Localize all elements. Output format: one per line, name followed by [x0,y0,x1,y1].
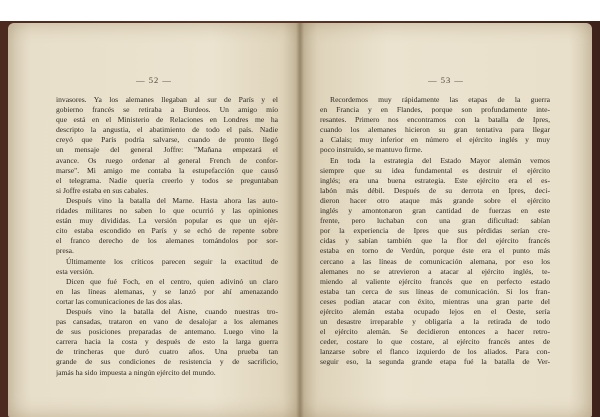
text-line: Después vino la batalla del Marne. Hasta ahora las auto- [66,195,278,205]
text-line: un desastre irreparable y obligaría a la retirada de todo [320,317,550,327]
text-line: creyó que París podría salvarse, cuando de pronto llegó [56,135,278,145]
text-line: en las líneas alemanas, y se lanzó por ahí amenazando [56,286,278,296]
text-line: Después vino la batalla del Aisne, cuando nuestras tro- [66,306,278,316]
text-line: en Francia y en Flandes, porque son profundamente inte- [320,105,550,115]
text-line: ceder, costare lo que costare, al ejército francés antes de [320,337,550,347]
text-line: ejército alemán estaba ocupado lejos en el Oeste, sería [320,306,550,316]
text-line: Recordemos muy rápidamente las etapas de la guerra [330,95,550,104]
text-line: que está en el Ministerio de Relaciones en Londres me ha [56,115,278,125]
page-number-left: — 52 — [136,75,172,85]
text-line: alemanes no se atrevieron a atacar al ejército inglés, te- [320,266,550,276]
text-line: estaba tan cerca de sus líneas de comunicación. Si los fran- [320,286,550,296]
text-line: de sus posiciones preparadas de antemano. Luego vino la [56,327,278,337]
text-line: cito estaba escondido en París y se echó de repente sobre [56,226,278,236]
text-line: En toda la estrategia del Estado Mayor alemán vemos [330,155,550,165]
text-line: lanzarse sobre el flanco izquierdo de los aliados. Para con- [320,347,550,357]
text-line: pas cansadas, trataron en vano de desalojar a los alemanes [56,317,278,327]
text-line: cercano a las líneas de comunicación alemana, por eso los [320,256,550,266]
text-line: grande de sus condiciones de resistencia y de sacrificio, [56,357,278,367]
text-line: estaba en torno de Verdún, porque éste era el punto más [320,246,550,256]
text-line: Últimamente los críticos parecen seguir la exactitud de [66,256,278,266]
text-line: siempre que su idea fundamental es destruir el ejército [320,165,550,175]
text-line: cidas y sabían también que la flor del ejército francés [320,236,550,246]
left-page-text [56,95,278,378]
text-line: el ejército alemán. Se decidieron entonces a hacer retro- [320,327,550,337]
text-line: avance. Os ruego ordenar al general French de confor- [56,155,278,165]
text-line: están muy divididas. La versión popular es que un ejér- [56,216,278,226]
text-line: ceses podían atacar con éxito, mientras una gran parte del [320,296,550,306]
text-line: ridades militares no saben lo que ocurrió y las opiniones [56,206,278,216]
text-line: marse". Mi amigo me contaba la estupefacción que causó [56,165,278,175]
text-line: un mensaje del general Joffre: "Mañana empezará el [56,145,278,155]
text-line: invasores. Ya los alemanes llegaban al sur de París y el [56,95,278,104]
text-line: cuando los alemanes hicieron su gran tentativa para llegar [320,125,550,135]
text-line: descripto la angustia, el abatimiento de todo el país. Nadie [56,125,278,135]
right-page [300,23,592,417]
right-page-text [320,95,550,368]
text-line: gobierno francés se retiraba a Burdeos. Un amigo mío [56,105,278,115]
text-line: esta versión. [56,266,94,276]
text-line: presa. [56,246,74,256]
text-line: resantes. Primero nos encontramos con la batalla de Ipres, [320,115,550,125]
page-number-right: — 53 — [428,75,464,85]
text-line: por la experiencia de Ipres que sus pérdidas serían cre- [320,226,550,236]
text-line: poco instruído, se mantuvo firme. [320,145,423,155]
text-line: cortar las comunicaciones de las dos alas. [56,296,183,306]
text-line: inglés; era una buena estrategia. Este ejército era el es- [320,175,550,185]
text-line: Dicen que fué Foch, en el centro, quien adivinó un claro [66,276,278,286]
text-line: miendo al valiente ejército francés que en perfecto estado [320,276,550,286]
text-line: el telegrama. Nadie quería creerlo y todos se preguntaban [56,175,278,185]
text-line: dieron hacer otro ataque más grande sobre el ejército [320,195,550,205]
text-line: labón más débil. Después de su derrota en Ipres, deci- [320,185,550,195]
text-line: jamás ha sido impuesta a ningún ejército del mundo. [56,367,216,377]
text-line: si Joffre estaba en sus cabales. [56,185,149,195]
text-line: frente, pero luchaban con una gran dificultad: sabían [320,216,550,226]
text-line: seguir eso, la segunda grande etapa fué la batalla de Ver- [320,357,550,367]
text-line: el franco derecho de los alemanes tomándolos por sor- [56,236,278,246]
text-line: carrera hacia la costa y después de esto la larga guerra [56,337,278,347]
text-line: inglés y amontonaron gran cantidad de fuerzas en este [320,206,550,216]
text-line: de trincheras que duró cuatro años. Una prueba tan [56,347,278,357]
book-gutter [296,23,304,417]
left-page [8,23,300,417]
text-line: a Calais; muy inferior en número el ejército inglés y muy [320,135,550,145]
